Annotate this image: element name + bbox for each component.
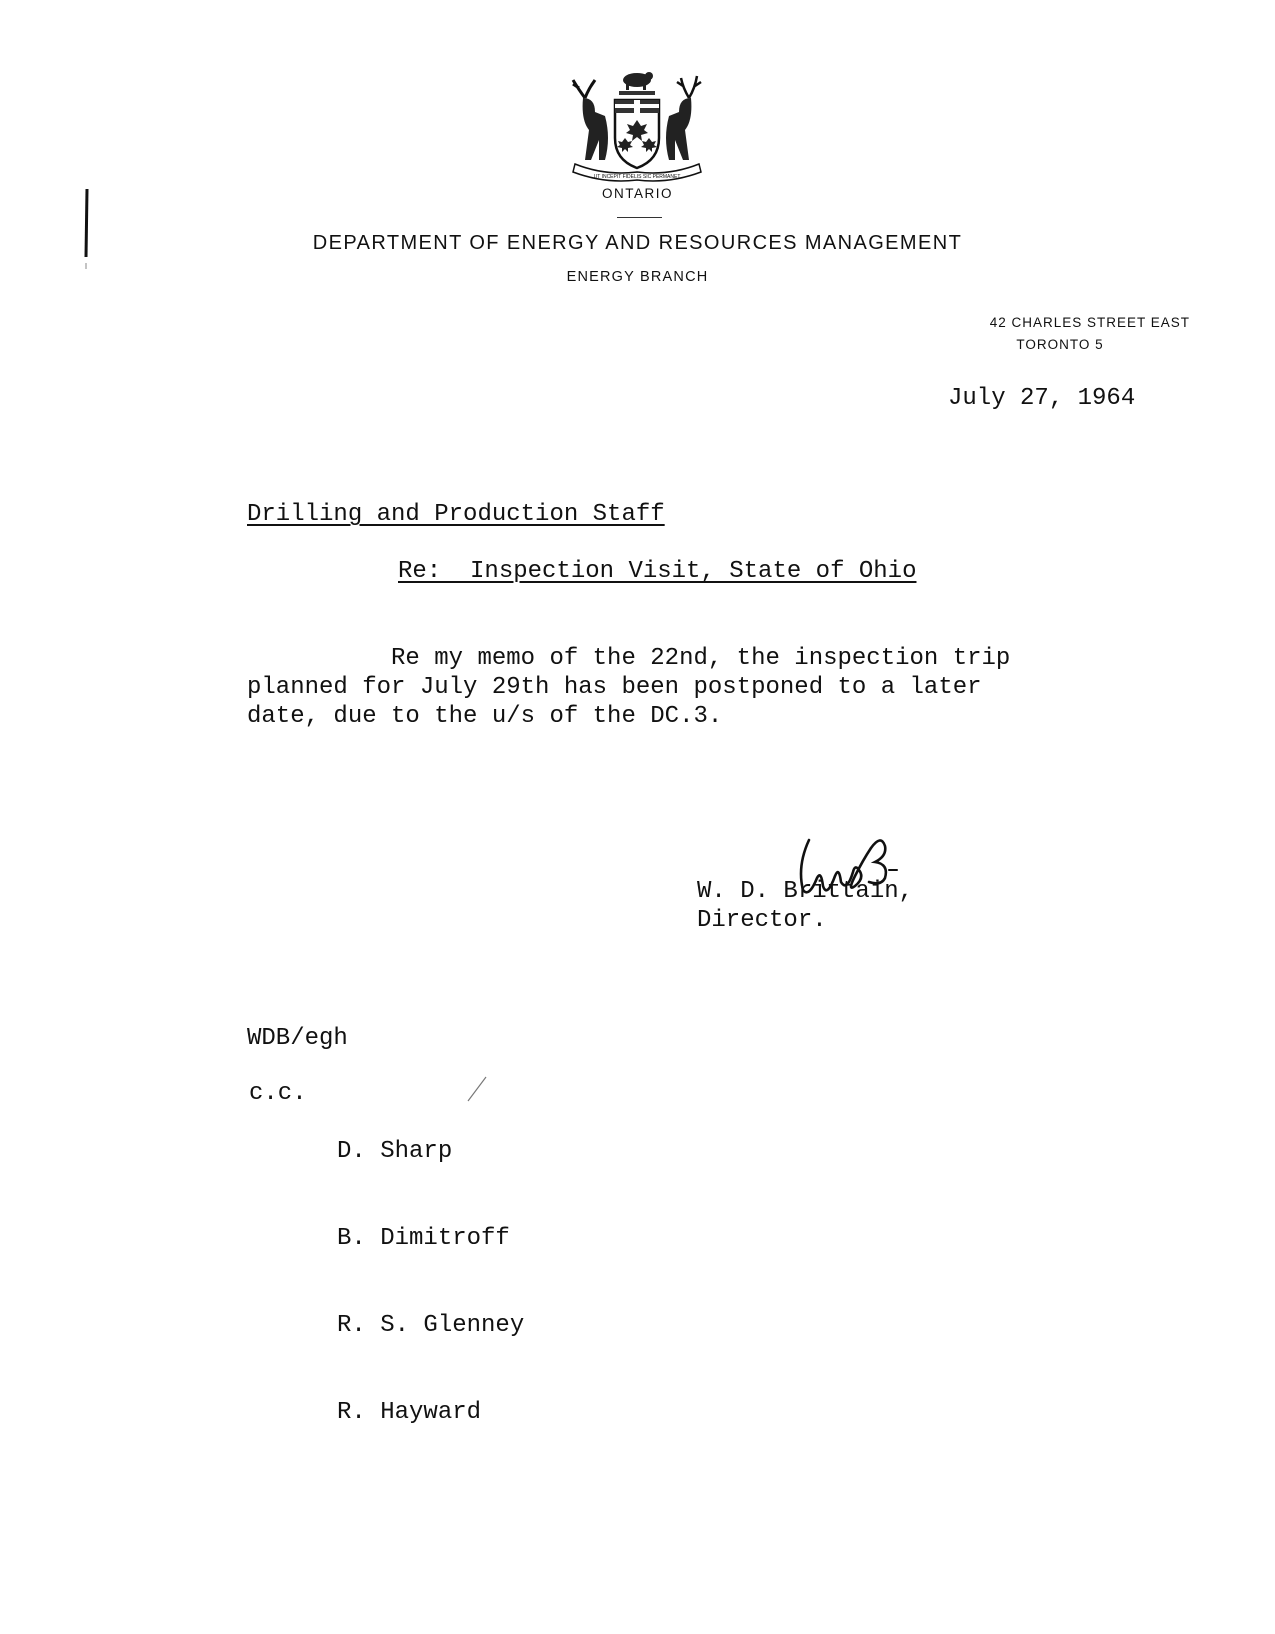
address-street: 42 CHARLES STREET EAST <box>989 315 1190 330</box>
ontario-coat-of-arms-icon <box>565 68 710 183</box>
branch-name: ENERGY BRANCH <box>566 269 709 285</box>
address-city: TORONTO 5 <box>1016 337 1104 352</box>
cc-recipient: R. Hayward <box>337 1399 482 1426</box>
reference-initials: WDB/egh <box>247 1025 348 1052</box>
cc-recipient: B. Dimitroff <box>337 1225 510 1252</box>
header-divider <box>617 217 662 218</box>
cc-recipient: R. S. Glenney <box>337 1312 525 1339</box>
signer-title: Director. <box>697 907 827 934</box>
check-mark-icon <box>466 1075 488 1103</box>
cc-list <box>337 1079 524 1456</box>
margin-mark <box>82 187 92 287</box>
subject-line: Re: Inspection Visit, State of Ohio <box>398 558 917 585</box>
letter-date: July 27, 1964 <box>948 385 1136 412</box>
cc-label: c.c. <box>249 1080 307 1107</box>
addressee: Drilling and Production Staff <box>247 501 665 528</box>
signer-name: W. D. Brittain, <box>697 878 914 905</box>
cc-recipient: D. Sharp <box>337 1138 453 1165</box>
province-name: ONTARIO <box>602 186 673 201</box>
letter-body: Re my memo of the 22nd, the inspection trip planned for July 29th has been postponed to a later date, due to the u/s of the DC.3. <box>247 645 1011 730</box>
crest-motto: UT INCEPIT FIDELIS SIC PERMANET <box>593 174 681 180</box>
department-name: DEPARTMENT OF ENERGY AND RESOURCES MANAGEMENT <box>312 232 963 254</box>
